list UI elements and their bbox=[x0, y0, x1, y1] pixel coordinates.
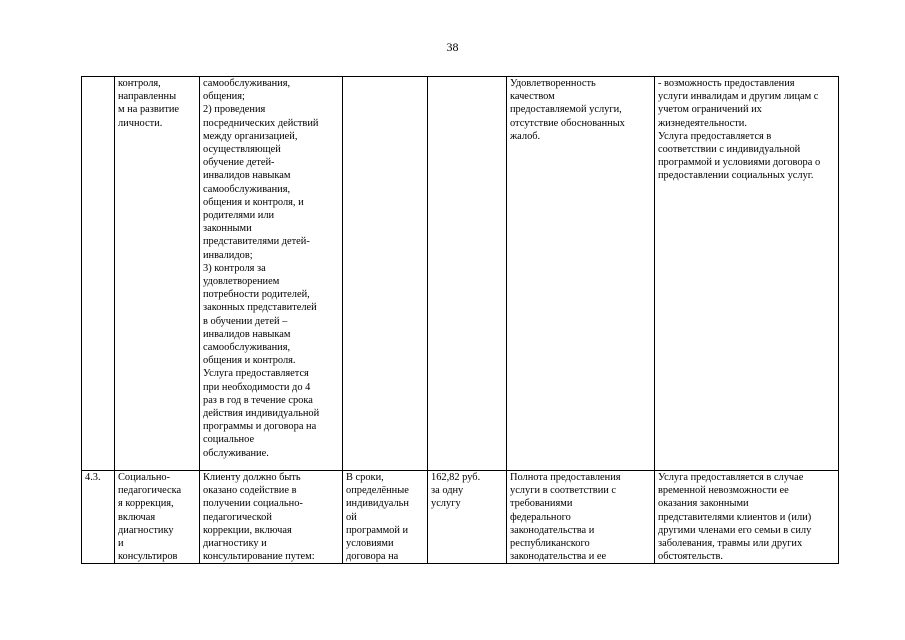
cell-terms bbox=[343, 77, 428, 471]
cell-service-content: Клиенту должно быть оказано содействие в получении социально- педагогической коррекции, включая диагностику и консультирование путем: bbox=[200, 471, 343, 564]
cell-number bbox=[82, 77, 115, 471]
cell-quality: Полнота предоставления услуги в соответствии с требованиями федерального законодательства и республиканского законодательства и ее bbox=[507, 471, 655, 564]
cell-price bbox=[428, 77, 507, 471]
cell-conditions: Услуга предоставляется в случае временной невозможности ее оказания законными представителями клиентов и (или) другими членами его семьи в силу заболевания, травмы или других обстоятельств. bbox=[655, 471, 839, 564]
cell-price: 162,82 руб. за одну услугу bbox=[428, 471, 507, 564]
table-row bbox=[82, 471, 839, 564]
cell-terms: В сроки, определённые индивидуальн ой программой и условиями договора на bbox=[343, 471, 428, 564]
cell-service-name: Социально- педагогическа я коррекция, включая диагностику и консультиров bbox=[115, 471, 200, 564]
table-row bbox=[82, 77, 839, 471]
cell-conditions: - возможность предоставления услуги инвалидам и другим лицам с учетом ограничений их жизнедеятельности. Услуга предоставляется в соответствии с индивидуальной программой и условиями договора о предоставлении социальных услуг. bbox=[655, 77, 839, 471]
cell-service-name: контроля, направленны м на развитие личности. bbox=[115, 77, 200, 471]
services-table bbox=[81, 76, 839, 564]
cell-number: 4.3. bbox=[82, 471, 115, 564]
page-number: 38 bbox=[446, 40, 459, 54]
cell-quality: Удовлетворенность качеством предоставляемой услуги, отсутствие обоснованных жалоб. bbox=[507, 77, 655, 471]
cell-service-content: самообслуживания, общения; 2) проведения посреднических действий между организацией, осуществляющей обучение детей- инвалидов навыкам самообслуживания, общения и контроля, и родителями или законными представителями детей- инвалидов; 3) контроля за удовлетворением потребности родителей, законных представителей в обучении детей – инвалидов навыкам самообслуживания, общения и контроля. Услуга предоставляется при необходимости до 4 раз в год в течение срока действия индивидуальной программы и договора на социальное обслуживание. bbox=[200, 77, 343, 471]
